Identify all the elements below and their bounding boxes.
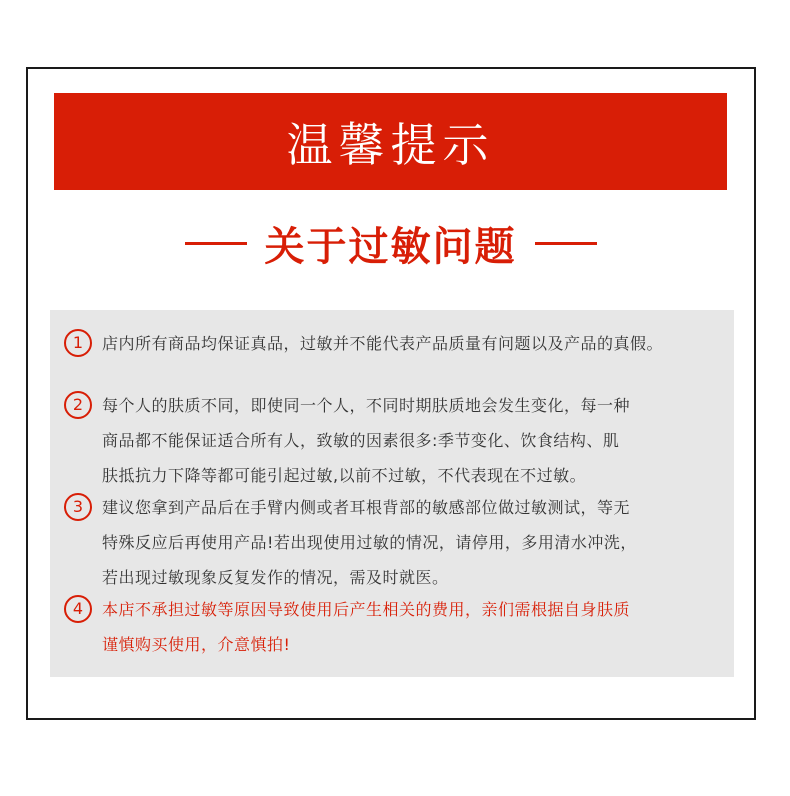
notice-item-2 <box>64 388 630 493</box>
right-dash <box>535 242 597 245</box>
notice-line: 建议您拿到产品后在手臂内侧或者耳根背部的敏感部位做过敏测试，等无 <box>102 498 631 517</box>
notice-text <box>102 490 637 595</box>
notice-item-3 <box>64 490 637 595</box>
page-title: 温馨提示 <box>286 117 495 172</box>
notice-text <box>102 388 630 493</box>
section-subtitle: 关于过敏问题 <box>264 223 517 270</box>
title-banner <box>54 93 727 190</box>
notice-line: 本店不承担过敏等原因导致使用后产生相关的费用，亲们需根据自身肤质 <box>102 600 631 619</box>
notice-line: 商品都不能保证适合所有人，致敏的因素很多:季节变化、饮食结构、肌 <box>102 431 620 450</box>
notice-line: 谨慎购买使用，介意慎拍! <box>102 635 291 654</box>
notice-line: 店内所有商品均保证真品，过敏并不能代表产品质量有问题以及产品的真假。 <box>102 334 664 353</box>
number-badge: 2 <box>64 391 92 419</box>
subtitle-row <box>54 212 727 274</box>
number-badge: 3 <box>64 493 92 521</box>
number-badge: 1 <box>64 329 92 357</box>
notice-item-4 <box>64 592 630 662</box>
notice-line: 肤抵抗力下降等都可能引起过敏,以前不过敏，不代表现在不过敏。 <box>102 466 587 485</box>
notice-line: 若出现过敏现象反复发作的情况，需及时就医。 <box>102 568 449 587</box>
notice-line: 每个人的肤质不同，即使同一个人，不同时期肤质地会发生变化，每一种 <box>102 396 631 415</box>
number-badge: 4 <box>64 595 92 623</box>
notice-panel <box>50 310 734 677</box>
notice-text <box>102 326 663 361</box>
left-dash <box>185 242 247 245</box>
notice-text <box>102 592 630 662</box>
notice-item-1 <box>64 326 663 361</box>
notice-line: 特殊反应后再使用产品!若出现使用过敏的情况，请停用，多用清水冲洗， <box>102 533 637 552</box>
